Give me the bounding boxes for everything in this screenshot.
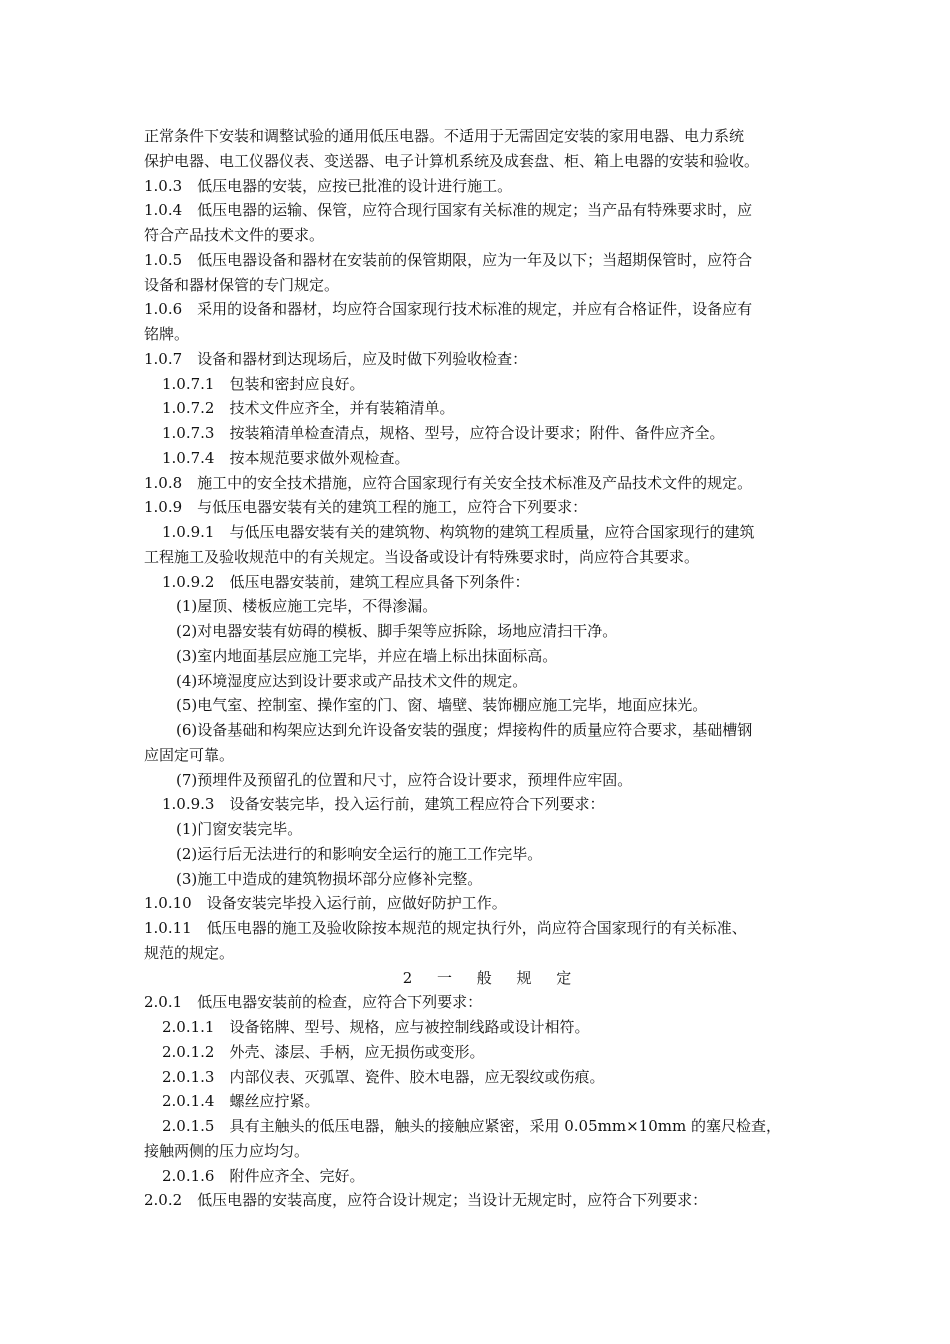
text-line: 规范的规定。 <box>144 943 235 962</box>
document-page <box>144 124 824 1213</box>
clause-1-0-10: 1.0.10 设备安装完毕投入运行前，应做好防护工作。 <box>144 894 507 913</box>
text-line: 保护电器、电工仪器仪表、变送器、电子计算机系统及成套盘、柜、箱上电器的安装和验收。 <box>144 151 760 170</box>
text-line: 接触两侧的压力应均匀。 <box>144 1141 310 1160</box>
list-item: (7)预埋件及预留孔的位置和尺寸，应符合设计要求，预埋件应牢固。 <box>176 770 633 789</box>
clause-2-0-1-5: 2.0.1.5 具有主触头的低压电器，触头的接触应紧密，采用 0.05mm×10mm 的塞尺检查， <box>162 1117 781 1135</box>
text-line: 工程施工及验收规范中的有关规定。当设备或设计有特殊要求时，尚应符合其要求。 <box>144 547 700 566</box>
list-item: (6)设备基础和构架应达到允许设备安装的强度；焊接构件的质量应符合要求，基础槽钢 <box>176 721 753 739</box>
clause-1-0-7-3: 1.0.7.3 按装箱清单检查清点，规格、型号，应符合设计要求；附件、备件应齐全。 <box>162 424 725 442</box>
list-item: (2)对电器安装有妨碍的模板、脚手架等应拆除，场地应清扫干净。 <box>176 622 618 640</box>
clause-1-0-6: 1.0.6 采用的设备和器材，均应符合国家现行技术标准的规定，并应有合格证件，设备应有 <box>144 300 753 319</box>
clause-1-0-9-3: 1.0.9.3 设备安装完毕，投入运行前，建筑工程应符合下列要求： <box>162 795 605 814</box>
section-heading: 2 一 般 规 定 <box>402 968 582 987</box>
clause-1-0-7-2: 1.0.7.2 技术文件应齐全，并有装箱清单。 <box>162 399 455 418</box>
clause-2-0-1-1: 2.0.1.1 设备铭牌、型号、规格，应与被控制线路或设计相符。 <box>162 1018 590 1036</box>
text-line: 设备和器材保管的专门规定。 <box>144 275 340 294</box>
clause-1-0-11: 1.0.11 低压电器的施工及验收除按本规范的规定执行外，尚应符合国家现行的有关标准、 <box>144 919 747 937</box>
clause-1-0-9: 1.0.9 与低压电器安装有关的建筑工程的施工，应符合下列要求： <box>144 498 588 517</box>
list-item: (5)电气室、控制室、操作室的门、窗、墙壁、装饰棚应施工完毕，地面应抹光。 <box>176 696 708 715</box>
list-item: (1)门窗安装完毕。 <box>176 820 303 838</box>
clause-2-0-1-4: 2.0.1.4 螺丝应拧紧。 <box>162 1092 320 1111</box>
text-line: 应固定可靠。 <box>144 745 235 764</box>
text-line: 铭牌。 <box>144 325 190 343</box>
text-line: 符合产品技术文件的要求。 <box>144 226 325 244</box>
clause-1-0-5: 1.0.5 低压电器设备和器材在安装前的保管期限，应为一年及以下；当超期保管时，应符合 <box>144 250 753 269</box>
clause-2-0-1: 2.0.1 低压电器安装前的检查，应符合下列要求： <box>144 993 483 1012</box>
list-item: (2)运行后无法进行的和影响安全运行的施工工作完毕。 <box>176 844 543 863</box>
clause-1-0-4: 1.0.4 低压电器的运输、保管，应符合现行国家有关标准的规定；当产品有特殊要求时，应 <box>144 201 753 220</box>
clause-2-0-2: 2.0.2 低压电器的安装高度，应符合设计规定；当设计无规定时，应符合下列要求： <box>144 1191 708 1210</box>
clause-1-0-9-2: 1.0.9.2 低压电器安装前，建筑工程应具备下列条件： <box>162 572 530 591</box>
clause-1-0-7-1: 1.0.7.1 包装和密封应良好。 <box>162 374 365 393</box>
list-item: (4)环境湿度应达到设计要求或产品技术文件的规定。 <box>176 671 528 690</box>
clause-1-0-9-1: 1.0.9.1 与低压电器安装有关的建筑物、构筑物的建筑工程质量，应符合国家现行的建筑 <box>162 523 755 541</box>
list-item: (3)施工中造成的建筑物损坏部分应修补完整。 <box>176 869 483 888</box>
clause-1-0-7-4: 1.0.7.4 按本规范要求做外观检查。 <box>162 448 410 467</box>
clause-2-0-1-3: 2.0.1.3 内部仪表、灭弧罩、瓷件、胶木电器，应无裂纹或伤痕。 <box>162 1067 605 1086</box>
list-item: (1)屋顶、楼板应施工完毕，不得渗漏。 <box>176 597 438 616</box>
clause-2-0-1-2: 2.0.1.2 外壳、漆层、手柄，应无损伤或变形。 <box>162 1042 485 1061</box>
clause-1-0-3: 1.0.3 低压电器的安装，应按已批准的设计进行施工。 <box>144 176 513 195</box>
list-item: (3)室内地面基层应施工完毕，并应在墙上标出抹面标高。 <box>176 646 558 665</box>
clause-1-0-7: 1.0.7 设备和器材到达现场后，应及时做下列验收检查： <box>144 349 528 368</box>
text-line: 正常条件下安装和调整试验的通用低压电器。不适用于无需固定安装的家用电器、电力系统 <box>144 127 745 145</box>
clause-1-0-8: 1.0.8 施工中的安全技术措施，应符合国家现行有关安全技术标准及产品技术文件的规定。 <box>144 473 753 492</box>
clause-2-0-1-6: 2.0.1.6 附件应齐全、完好。 <box>162 1166 365 1185</box>
